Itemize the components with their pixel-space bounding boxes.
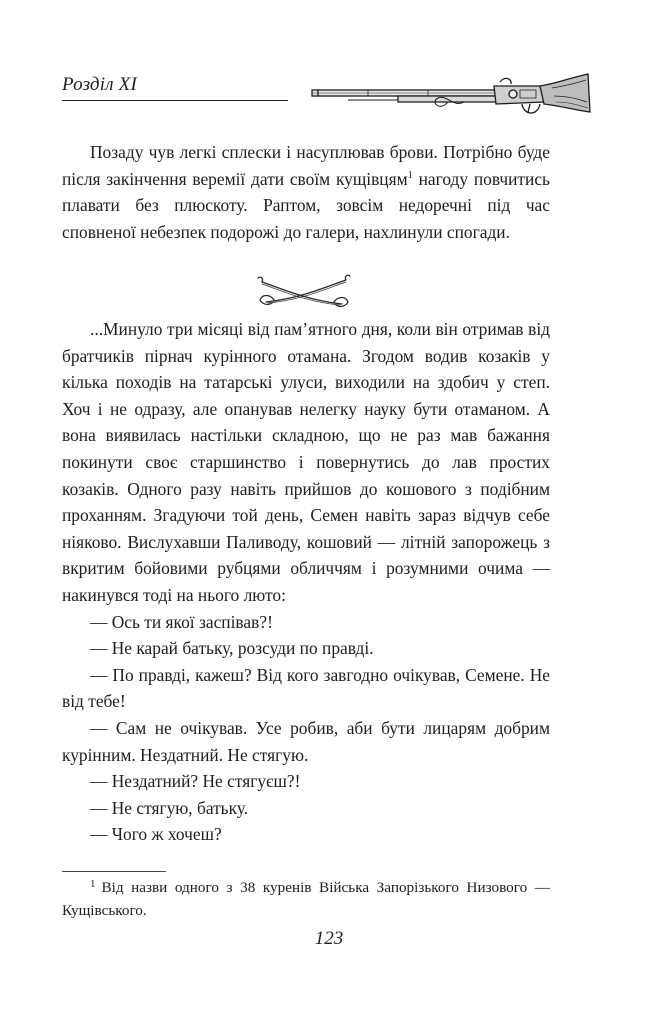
musket-illustration	[308, 72, 594, 124]
header-rule	[62, 100, 288, 101]
page-number: 123	[314, 928, 344, 949]
dialogue-line: — Сам не очікував. Усе робив, аби бути лицарям добрим курінним. Нездатний. Не стягую.	[62, 717, 550, 765]
footnote-text: Від назви одного з 38 куренів Війська Запорізького Низового — Кущівського.	[62, 879, 550, 919]
dialogue-line: — Ось ти якої заспівав?!	[90, 611, 273, 632]
footnote-reference[interactable]: 1	[407, 169, 413, 181]
footnote-rule	[62, 871, 166, 872]
dialogue-line: — По правді, кажеш? Від кого завгодно очікував, Семене. Не від тебе!	[62, 664, 550, 712]
paragraph-1	[62, 139, 550, 245]
dialogue-line: — Не карай батьку, розсуди по правді.	[90, 638, 374, 659]
paragraph-1-text-a: Позаду чув легкі сплески і насуплював брови. Потрібно буде після закінчення веремії дати своїм кущівцям	[62, 142, 550, 189]
chapter-title: Розділ XI	[62, 74, 137, 95]
crossed-sabres-ornament	[254, 272, 354, 308]
paragraph-1-text-b: нагоду повчитись плавати без плюскоту. Раптом, зовсім недоречні під час сповненої небезпек подорожі до галери, нахлинули спогади.	[62, 168, 550, 242]
dialogue-line: — Нездатний? Не стягуєш?!	[90, 771, 301, 792]
dialogue-line: — Не стягую, батьку.	[90, 797, 249, 818]
main-text	[62, 316, 550, 848]
dialogue-line: — Чого ж хочеш?	[90, 824, 222, 845]
footnote-mark: 1	[90, 878, 96, 890]
paragraph-2: ...Минуло три місяці від пам’ятного дня, коли він отримав від братчиків пірнач курінного отамана. Згодом водив козаків у кілька походів на татарські улуси, виходили на здобич у степ. Хоч і не одразу, але опанував нелегку науку бути отаманом. А вона виявилась настільки складною, що не раз мав бажання покинути своє старшинство і повернутись до лав простих козаків. Одного разу навіть прийшов до кошового з подібним проханням. Згадуючи той день, Семен навіть зараз відчув себе ніяково. Вислухавши Паливоду, кошовий — літній запорожець з вкритим бойовими рубцями обличчям і розумними очима — накинувся тоді на нього люто:	[62, 319, 550, 605]
footnote	[62, 876, 550, 922]
